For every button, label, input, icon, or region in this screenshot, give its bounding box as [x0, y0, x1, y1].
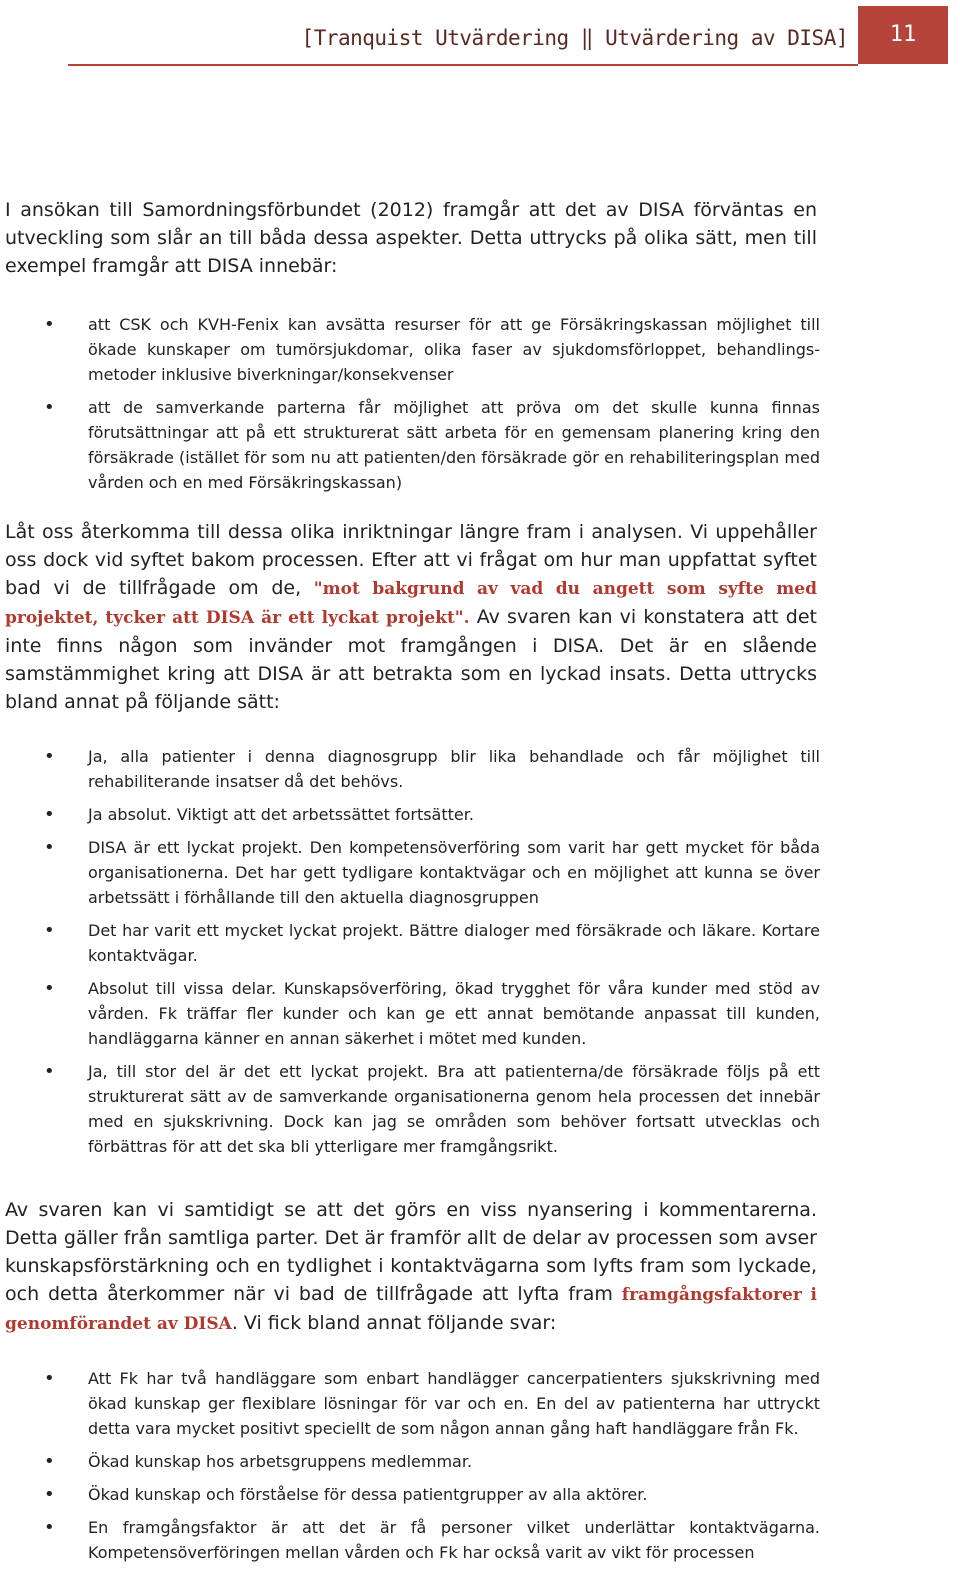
- list-item: • Ja absolut. Viktigt att det arbetssättet fortsätter.: [44, 804, 474, 825]
- header-rule: [68, 64, 858, 66]
- aims-list: [0, 312, 820, 503]
- bullet-icon: •: [44, 1484, 55, 1505]
- intro-paragraph: I ansökan till Samordningsförbundet (2012) framgår att det av DISA förväntas en utveckling som slår an till båda dessa aspekter. Detta uttrycks på olika sätt, men till exempel framgår att DISA innebär:: [5, 199, 817, 277]
- bullet-icon: •: [44, 1451, 55, 1472]
- list-item: • Ökad kunskap och förståelse för dessa patientgrupper av alla aktörer.: [44, 1484, 648, 1505]
- list-item: • En framgångsfaktor är att det är få personer vilket underlättar kontaktvägarna. Kompetensöverföringen mellan vården och Fk har också varit av vikt för processen: [44, 1517, 820, 1562]
- factors-list: [0, 1366, 820, 1573]
- page-number: 11: [858, 6, 948, 64]
- bullet-icon: •: [44, 837, 55, 858]
- page-header: [0, 0, 960, 66]
- emphasis-phrase: framgångsfaktorer i genomförandet av DISA: [5, 1285, 818, 1334]
- answers-list: [0, 744, 820, 1167]
- list-item: • Det har varit ett mycket lyckat projekt. Bättre dialoger med försäkrade och läkare. Kortare kontaktvägar.: [44, 920, 820, 965]
- bullet-icon: •: [44, 1368, 55, 1389]
- success-paragraph: Låt oss återkomma till dessa olika inriktningar längre fram i analysen. Vi uppehåller oss dock vid syftet bakom processen. Efter att vi frågat om hur man uppfattat syftet bad vi de tillfrågade om de, "mot bakgrund av vad du angett som syfte med projektet, tycker att DISA är ett lyckat projekt". Av svaren kan vi konstatera att det inte finns någon som invänder mot framgången i DISA. Det är en slående samstämmighet kring att DISA är att betrakta som en lyckad insats. Detta uttrycks bland annat på följande sätt:: [5, 521, 817, 713]
- list-item: • Ökad kunskap hos arbetsgruppens medlemmar.: [44, 1451, 473, 1472]
- bullet-icon: •: [44, 1517, 55, 1538]
- list-item: • Ja, till stor del är det ett lyckat projekt. Bra att patienterna/de försäkrade följs på ett strukturerat sätt av de samverkande organisationerna genom hela processen det innebär med en sjukskrivning. Dock kan jag se områden som behöver fortsatt utvecklas och förbättras för att det ska bli ytterligare mer framgångsrikt.: [44, 1061, 820, 1156]
- bullet-icon: •: [44, 746, 55, 767]
- bullet-icon: •: [44, 397, 55, 418]
- bullet-icon: •: [44, 1061, 55, 1082]
- list-item: • DISA är ett lyckat projekt. Den kompetensöverföring som varit har gett mycket för båda organisationerna. Det har gett tydligare kontaktvägar och en möjlighet att kunna se över arbetssätt i förhållande till den aktuella diagnosgruppen: [44, 837, 820, 907]
- emphasis-quote: "mot bakgrund av vad du angett som syfte med projektet, tycker att DISA är ett lyckat projekt".: [5, 579, 817, 628]
- header-title: [Tranquist Utvärdering ‖ Utvärdering av DISA]: [301, 26, 848, 50]
- list-item: • Absolut till vissa delar. Kunskapsöverföring, ökad trygghet för våra kunder med stöd av vården. Fk träffar fler kunder och kan ge ett annat bemötande anpassat till kunden, handläggarna känner en annan säkerhet i mötet med kunden.: [44, 978, 820, 1048]
- bullet-icon: •: [44, 978, 55, 999]
- bullet-icon: •: [44, 804, 55, 825]
- list-item: • Att Fk har två handläggare som enbart handlägger cancerpatienters sjukskrivning med ökad kunskap ger flexiblare lösningar för var och en. En del av patienterna har uttryckt detta vara mycket positivt speciellt de som någon annan gång haft handläggare från Fk.: [44, 1368, 820, 1438]
- nuance-paragraph: Av svaren kan vi samtidigt se att det görs en viss nyansering i kommentarerna. Detta gäller från samtliga parter. Det är framför allt de delar av processen som avser kunskapsförstärkning och en tydlighet i kontaktvägarna som lyfts fram som lyckade, och detta återkommer när vi bad de tillfrågade att lyfta fram framgångsfaktorer i genomförandet av DISA. Vi fick bland annat följande svar:: [5, 1199, 818, 1334]
- list-item: • att CSK och KVH-Fenix kan avsätta resurser för att ge Försäkringskassan möjlighet till ökade kunskaper om tumörsjukdomar, olika faser av sjukdomsförloppet, behandlings-metoder inklusive biverkningar/konsekvenser: [44, 314, 820, 384]
- list-item: • att de samverkande parterna får möjlighet att pröva om det skulle kunna finnas förutsättningar att på ett strukturerat sätt arbeta för en gemensam planering kring den försäkrade (istället för som nu att patienten/den försäkrade gör en rehabiliteringsplan med vården och en med Försäkringskassan): [44, 397, 820, 492]
- bullet-icon: •: [44, 314, 55, 335]
- bullet-icon: •: [44, 920, 55, 941]
- list-item: • Ja, alla patienter i denna diagnosgrupp blir lika behandlade och får möjlighet till rehabiliterande insatser då det behövs.: [44, 746, 820, 791]
